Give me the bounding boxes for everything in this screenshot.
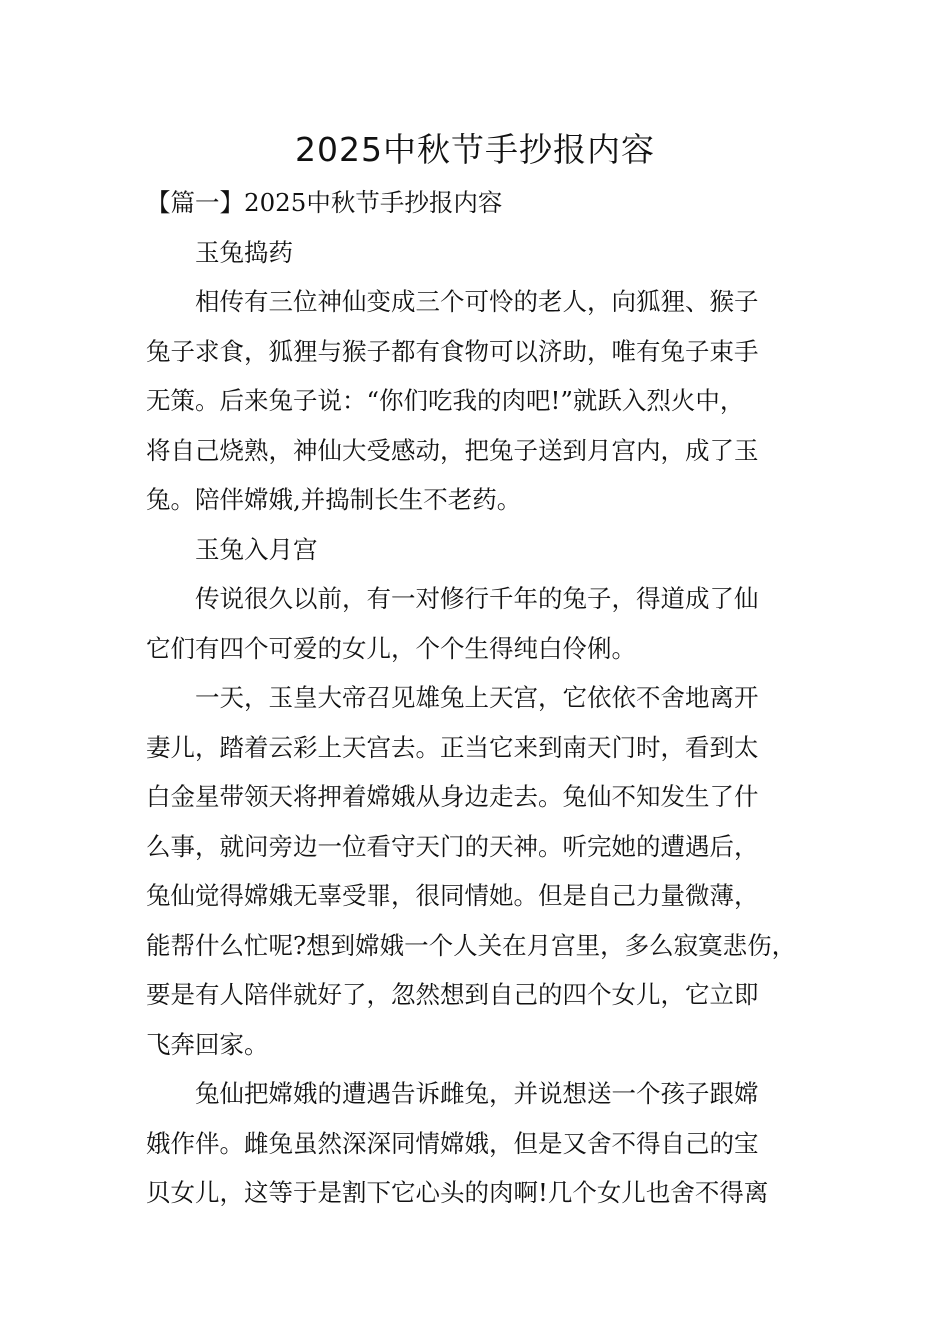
document-title: 2025中秋节手抄报内容 — [295, 130, 655, 169]
paragraph-line: 兔子求食，狐狸与猴子都有食物可以济助，唯有兔子束手 — [146, 336, 759, 366]
paragraph-line: 妻儿，踏着云彩上天宫去。正当它来到南天门时，看到太 — [146, 732, 759, 762]
paragraph-line: 一天，玉皇大帝召见雄兔上天宫，它依依不舍地离开 — [195, 683, 759, 712]
paragraph-line: 兔。陪伴嫦娥,并捣制长生不老药。 — [146, 485, 522, 514]
paragraph-line: 么事，就问旁边一位看守天门的天神。听完她的遭遇后， — [146, 831, 759, 861]
paragraph-line: 贝女儿，这等于是割下它心头的肉啊!几个女儿也舍不得离 — [146, 1178, 769, 1207]
paragraph-line: 要是有人陪伴就好了，忽然想到自己的四个女儿，它立即 — [146, 980, 759, 1009]
paragraph-line: 无策。后来兔子说：“你们吃我的肉吧!”就跃入烈火中， — [146, 386, 745, 415]
paragraph-line: 飞奔回家。 — [146, 1029, 269, 1059]
paragraph-line: 将自己烧熟，神仙大受感动，把兔子送到月宫内，成了玉 — [146, 435, 759, 465]
section-heading: 【篇一】2025中秋节手抄报内容 — [146, 188, 503, 217]
paragraph-line: 娥作伴。雌兔虽然深深同情嫦娥，但是又舍不得自己的宝 — [146, 1128, 759, 1158]
paragraph-line: 能帮什么忙呢?想到嫦娥一个人关在月宫里，多么寂寞悲伤， — [146, 930, 797, 960]
paragraph-1 — [146, 277, 826, 525]
paragraph-line: 相传有三位神仙变成三个可怜的老人，向狐狸、猴子 — [195, 287, 759, 316]
paragraph-line: 兔仙把嫦娥的遭遇告诉雌兔，并说想送一个孩子跟嫦 — [195, 1079, 759, 1108]
paragraph-line: 它们有四个可爱的女儿，个个生得纯白伶俐。 — [146, 633, 636, 663]
paragraph-line: 传说很久以前，有一对修行千年的兔子，得道成了仙 — [195, 584, 759, 613]
paragraph-2 — [146, 574, 826, 673]
paragraph-line: 白金星带领天将押着嫦娥从身边走去。兔仙不知发生了什 — [146, 782, 759, 811]
subheading-jade-rabbit-pounding: 玉兔捣药 — [195, 237, 293, 267]
document-body — [146, 178, 826, 1218]
paragraph-4 — [146, 1069, 826, 1218]
paragraph-3 — [146, 673, 826, 1069]
subheading-jade-rabbit-moon-palace: 玉兔入月宫 — [195, 534, 318, 564]
paragraph-line: 兔仙觉得嫦娥无辜受罪，很同情她。但是自己力量微薄， — [146, 881, 759, 910]
